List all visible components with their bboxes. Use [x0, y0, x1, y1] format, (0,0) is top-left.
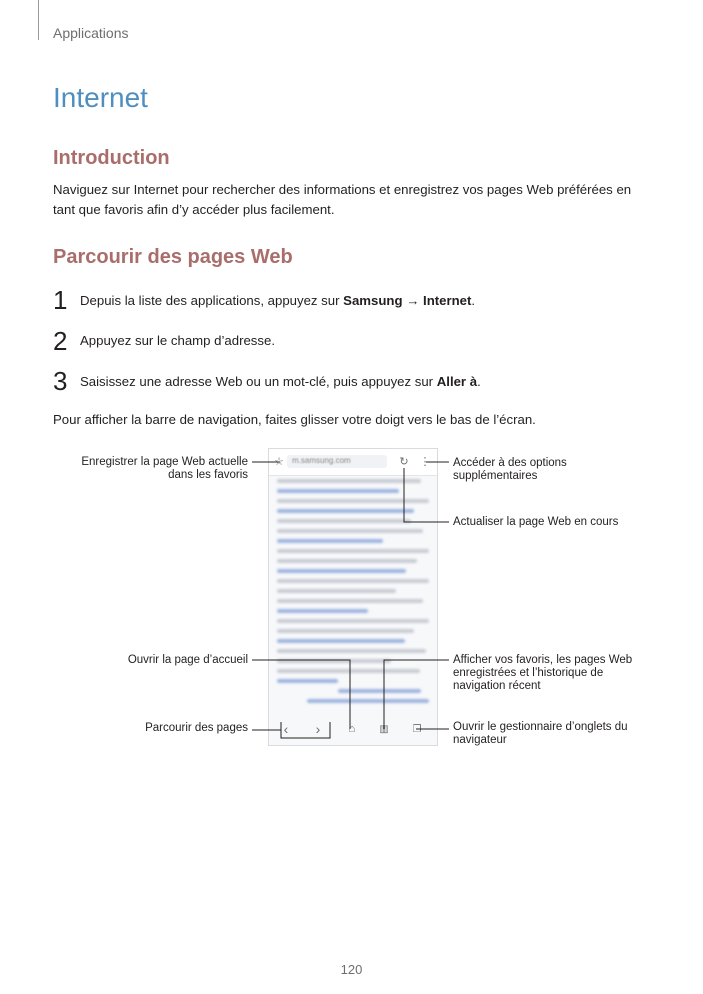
- blurred-page-content: [277, 479, 429, 709]
- address-bar: [269, 449, 437, 476]
- browse-heading: Parcourir des pages Web: [53, 246, 293, 268]
- forward-icon[interactable]: ›: [315, 721, 321, 737]
- section-label: Applications: [53, 25, 129, 41]
- callout-tabs-line1: Ouvrir le gestionnaire d’onglets du: [453, 721, 628, 733]
- address-text: m.samsung.com: [292, 456, 351, 465]
- callout-bookmark-line1: Enregistrer la page Web actuelle: [81, 456, 248, 468]
- intro-text: Naviguez sur Internet pour rechercher des informations et enregistrez vos pages Web préférées en tant que favoris afin d’y accéder plus facilement.: [53, 182, 632, 217]
- callout-options-line2: supplémentaires: [453, 470, 538, 482]
- callout-home: Ouvrir la page d’accueil: [127, 654, 248, 666]
- step-1-number: 1: [53, 285, 68, 315]
- intro-heading: Introduction: [53, 147, 170, 169]
- callout-tabs: [453, 721, 673, 747]
- page-title: Internet: [53, 82, 148, 113]
- callout-bookmarks-line3: navigation récent: [453, 680, 541, 692]
- callout-options: [453, 457, 673, 483]
- tabs-icon[interactable]: ❐: [412, 723, 422, 735]
- star-icon[interactable]: ☆: [274, 455, 284, 468]
- callout-tabs-line2: navigateur: [453, 734, 507, 746]
- refresh-icon[interactable]: ↻: [399, 455, 409, 468]
- section-divider: [38, 0, 39, 40]
- home-icon[interactable]: ⌂: [348, 723, 356, 735]
- callout-bookmarks-line2: enregistrées et l’historique de: [453, 667, 604, 679]
- callout-bookmark: [40, 456, 248, 482]
- navigation-note: Pour afficher la barre de navigation, faites glisser votre doigt vers le bas de l’écran.: [53, 412, 536, 427]
- address-field[interactable]: [287, 455, 387, 468]
- phone-screenshot: [268, 448, 438, 746]
- back-icon[interactable]: ‹: [283, 721, 289, 737]
- more-icon[interactable]: ⋮: [419, 455, 431, 468]
- callout-options-line1: Accéder à des options: [453, 457, 567, 469]
- callout-bookmark-line2: dans les favoris: [168, 469, 248, 481]
- step-1-text: Depuis la liste des applications, appuyez sur Samsung → Internet.: [80, 293, 476, 308]
- step-2-text: Appuyez sur le champ d’adresse.: [80, 333, 275, 348]
- callout-bookmarks-line1: Afficher vos favoris, les pages Web: [453, 654, 633, 666]
- bookmarks-icon[interactable]: ▥: [379, 723, 389, 735]
- callout-pages: Parcourir des pages: [145, 722, 248, 734]
- step-3-number: 3: [53, 366, 68, 396]
- step-3-text: Saisissez une adresse Web ou un mot-clé, puis appuyez sur Aller à.: [80, 374, 481, 389]
- callout-refresh: Actualiser la page Web en cours: [453, 516, 619, 528]
- step-2-number: 2: [53, 326, 68, 356]
- page-number: 120: [340, 962, 363, 977]
- callout-bookmarks: [453, 654, 673, 693]
